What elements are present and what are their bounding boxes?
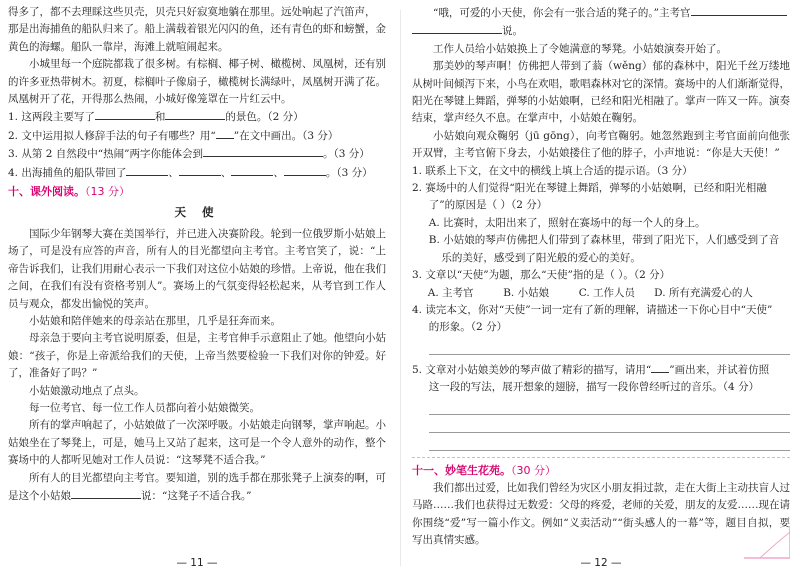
question-1: 1. 联系上下文，在文中的横线上填上合适的提示语。（3 分） <box>412 164 693 177</box>
question-2: 2. 文中运用拟人修辞手法的句子有哪些？用“ ”在文中画出。（3 分） <box>8 127 386 145</box>
question-3: 3. 文章以“天使”为题，那么“天使”指的是（ ）。（2 分） <box>412 269 671 282</box>
answer-blank[interactable] <box>691 4 787 16</box>
question-4-cont: 的形象。（2 分） <box>428 321 508 334</box>
question-2-cont: 了”的原因是（ ）（2 分） <box>428 199 548 212</box>
question-3-options <box>412 285 790 302</box>
answer-blank[interactable] <box>126 164 168 176</box>
article-paragraph: 小姑娘激动地点了点头。 <box>29 384 145 397</box>
article-paragraph: 每一位考官、每一位工作人员都向着小姑娘微笑。 <box>29 401 260 414</box>
answer-line[interactable] <box>429 415 790 433</box>
question-5: 5. 文章对小姑娘美妙的琴声做了精彩的描写，请用“ ”画出来，并试着仿照 <box>412 361 790 379</box>
option-b: B. 小姑娘的琴声仿佛把人们带到了森林里，带到了阳光下，人们感受到了音 <box>428 234 780 247</box>
prompt-line: 爱……现在请你围绕“爱”写一篇小作文。例如“义卖活动”“街头感人的一 <box>412 499 790 529</box>
page-divider <box>400 10 401 566</box>
question-1: 1. 这两段主要写了 和 的景色。（2 分） <box>8 108 386 126</box>
answer-blank[interactable] <box>203 145 323 157</box>
passage-paragraph: 小城里每一个庭院都栽了很多树。有棕榈、椰子树、橄榄树、凤凰树，还有别的许多亚热带树木。初夏，棕榈叶子像扇子，橄榄树长满绿叶，凤凰树开满了花。凤凰树开了花，开得那么热闹，小城好像笼罩在一片红云中。 <box>8 58 386 106</box>
article-paragraph: 所有人的目光都望向主考官。要知道，别的选手都在那张凳子上演奏的啊，可是这个小姑娘 说：“这凳子不适合我。” <box>8 471 386 502</box>
option-a: A. 比赛时，太阳出来了，照射在赛场中的每一个人的身上。 <box>428 216 706 229</box>
prompt-line: 幕”等，题目自拟，要写出真情实感。 <box>412 516 791 547</box>
answer-blank[interactable] <box>412 22 502 34</box>
article-paragraph: 小姑娘和陪伴她来的母亲站在那里，几乎是狂奔而来。 <box>29 314 281 327</box>
section-heading-reading: 十、课外阅读。（13 分） <box>8 185 130 199</box>
answer-blank[interactable] <box>71 487 141 499</box>
page-left <box>8 4 386 576</box>
article-paragraph: “哦，可爱的小天使，你会有一张合适的凳子的。”主考官 说。 <box>412 4 790 41</box>
prompt-line: 人过马路……我们也获得过无数爱：父母的疼爱，老师的关爱，朋友的友 <box>412 481 790 512</box>
answer-blank <box>216 127 234 139</box>
section-divider <box>412 457 790 458</box>
page-right <box>412 4 790 576</box>
answer-blank[interactable] <box>165 108 225 120</box>
answer-blank[interactable] <box>95 108 155 120</box>
question-2: 2. 赛场中的人们觉得“阳光在琴键上舞蹈，弹琴的小姑娘啊，已经和阳光相融 <box>412 182 767 195</box>
article-title: 天 使 <box>174 205 220 220</box>
question-4: 4. 出海捕鱼的船队带回了 、 、 、 。（3 分） <box>8 164 386 182</box>
question-3: 3. 从第 2 自然段中“热闹”两字你能体会到 。（3 分） <box>8 145 386 163</box>
option-b-cont: 乐的美好，感受到了阳光般的爱心的美好。 <box>441 251 641 264</box>
article-paragraph: 那美妙的琴声啊！仿佛把人带到了蓊（wěng）郁的森林中，阳光千丝万缕地从树叶间倾泻下来，小鸟在欢唱，歌唱森林对它的深情。赛场中的人们渐渐觉得，阳光在琴键上舞蹈，弹琴的小姑娘啊，已经和阳光相融了。掌声一阵又一阵。演奏结束，掌声经久不息。在掌声中，小姑娘在鞠躬。 <box>412 60 791 125</box>
answer-blank <box>651 361 669 373</box>
article-paragraph: 工作人员给小姑娘换上了令她满意的琴凳。小姑娘演奏开始了。 <box>433 42 727 55</box>
article-paragraph: 母亲急于要向主考官说明原委，但是，主考官伸手示意阻止了她。他望向小姑娘：“孩子，你是上帝派给我们的天使，上帝当然要检验一下我们对你的钟爱。好了，准备好了吗？” <box>8 332 386 380</box>
answer-line[interactable] <box>429 397 790 415</box>
option-b: B. 小姑娘 <box>503 286 550 299</box>
answer-line[interactable] <box>429 433 790 451</box>
option-a: A. 主考官 <box>427 286 474 299</box>
question-5-cont: 这一段的写法，展开想象的翅膀，描写一段你曾经听过的音乐。（4 分） <box>428 381 760 394</box>
page-number: — 11 — <box>176 556 218 569</box>
answer-blank[interactable] <box>179 164 221 176</box>
article-paragraph: 所有的掌声响起了，小姑娘做了一次深呼吸。小姑娘走向钢琴，掌声响起。小姑娘坐在了琴凳上，可是，她马上又站了起来，这可是一个令人意外的动作，整个赛场中的人都听见她对工作人员说：“这琴凳不适合我。” <box>8 419 386 467</box>
answer-blank[interactable] <box>284 164 326 176</box>
answer-blank[interactable] <box>231 164 273 176</box>
section-heading-writing: 十一、妙笔生花苑。（30 分） <box>412 463 556 477</box>
page-number: — 12 — <box>580 556 622 569</box>
answer-line[interactable] <box>429 337 790 355</box>
prompt-line: 我们都出过爱，比如我们曾经为灾区小朋友捐过款，走在大街上主动扶盲 <box>433 481 769 494</box>
article-paragraph: 国际少年钢琴大赛在美国举行，并已进入决赛阶段。轮到一位俄罗斯小姑娘上场了，可是没有应答的声音，所有人的目光都望向主考官。主考官笑了，说：“上帝告诉我们，让我们用耐心表示一下我们对这位小姑娘的珍惜。上帝说，他在我们之间，在我们有没有资格考别人”。赛场上的气氛变得轻松起来，从考官到工作人员与观众，都发出愉悦的笑声。 <box>8 227 387 310</box>
article-paragraph: 小姑娘向观众鞠躬（jū gōng），向考官鞠躬。她忽然跑到主考官面前向他张开双臂，主考官俯下身去，小姑娘搂住了他的脖子，小声地说：“你是大天使！” <box>412 129 790 160</box>
option-c: C. 工作人员 <box>578 286 636 299</box>
writing-prompt <box>412 480 790 550</box>
option-d: D. 所有充满爱心的人 <box>654 286 753 299</box>
question-4: 4. 读完本文，你对“天使”一词一定有了新的理解，请描述一下你心目中“天使” <box>412 303 773 316</box>
passage-paragraph: 得多了，都不去理睬这些贝壳，贝壳只好寂寞地躺在那里。远处响起了汽笛声， 那是出海捕鱼的船队归来了。船上满载着银光闪闪的鱼，还有青色的虾和螃蟹，金黄色的海螺。船队一靠岸，海滩上就喧闹起来。 <box>8 6 386 53</box>
